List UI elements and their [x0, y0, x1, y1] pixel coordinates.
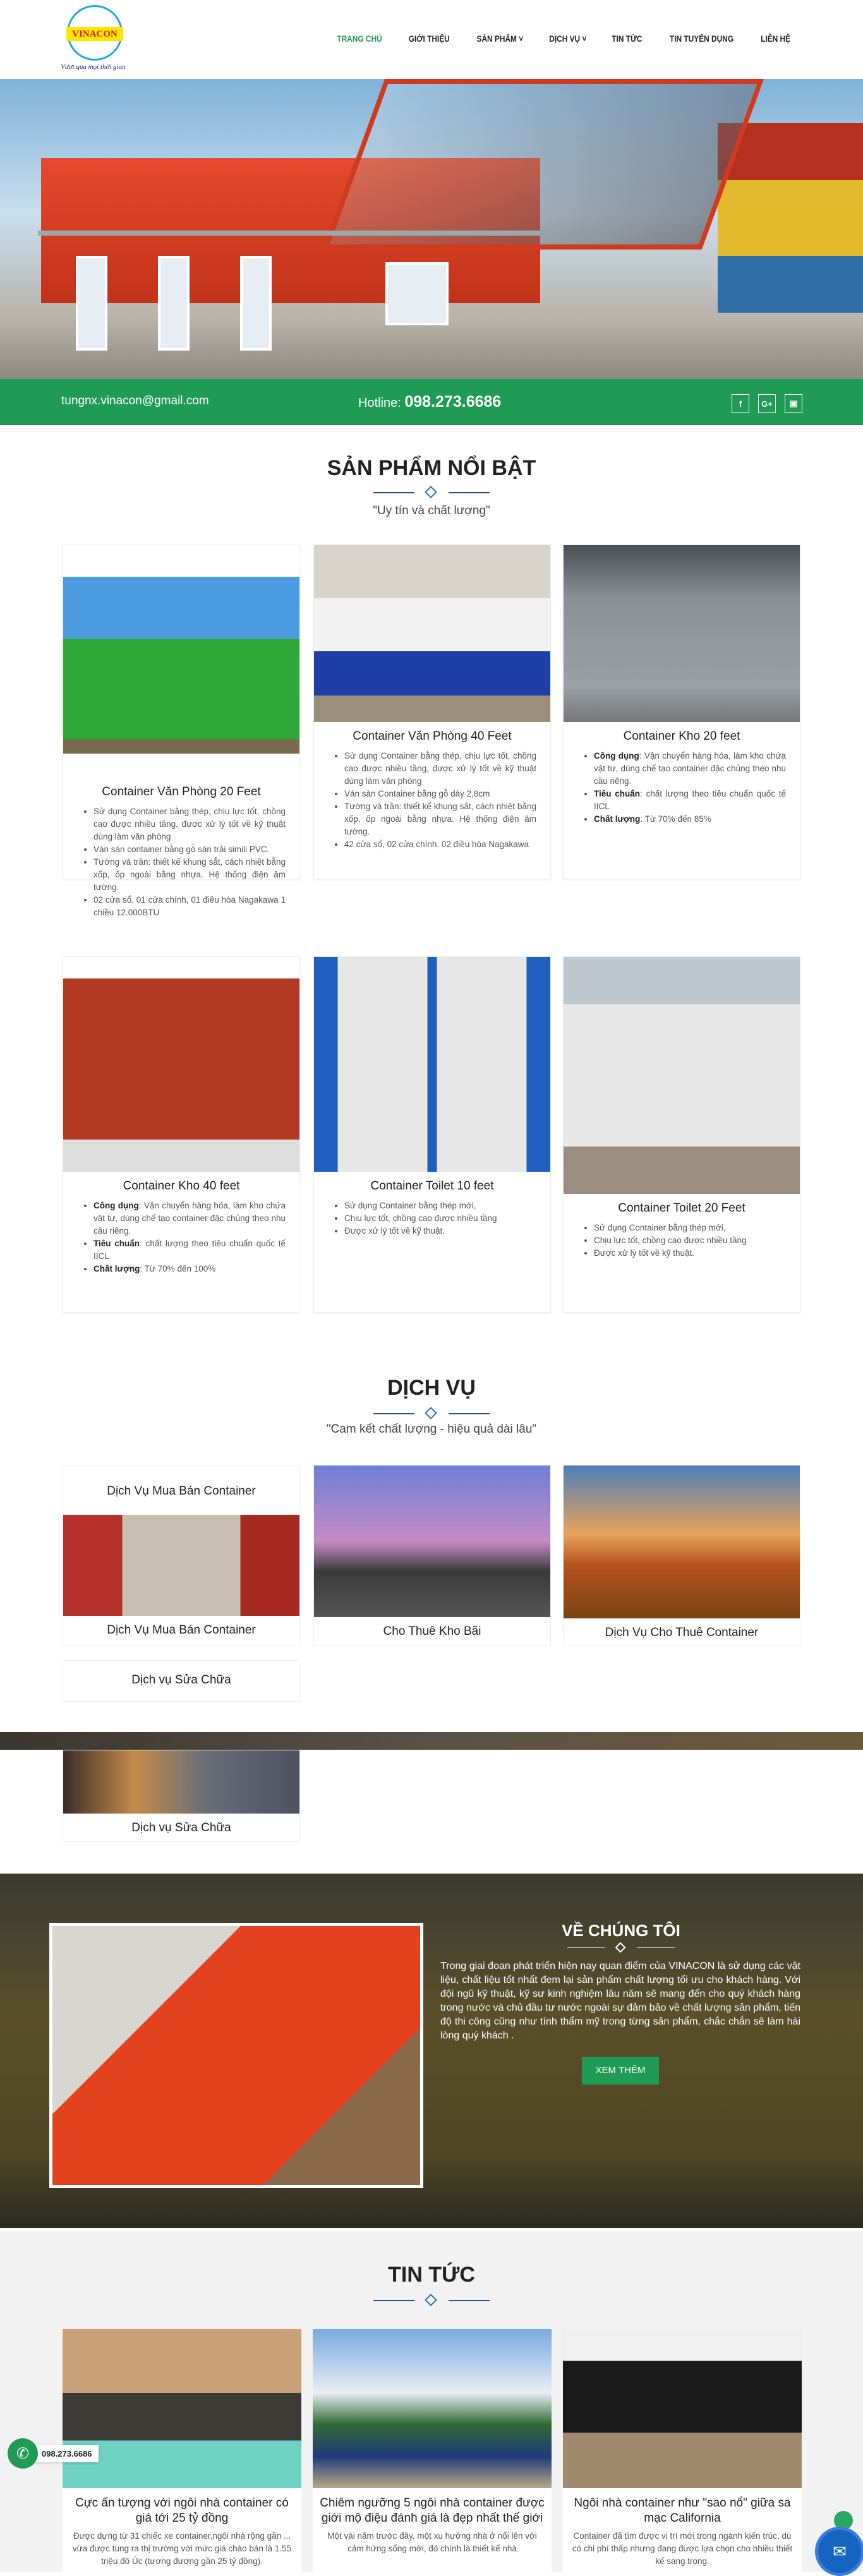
spec-item: • Tường và trần: thiết kế khung sắt, cách nhiệt bằng xốp, ốp ngoài bằng nhựa. Hệ thống điện âm tường. [94, 856, 286, 894]
news-card[interactable] [313, 2329, 552, 2572]
news-title[interactable]: Chiêm ngưỡng 5 ngôi nhà container được giới mộ điệu đánh giá là đẹp nhất thế giới [320, 2496, 545, 2525]
spec-label: Chất lượng [594, 814, 641, 824]
service-card-top-title: Dịch Vụ Mua Bán Container [107, 1484, 256, 1498]
spec-item: • Ván sàn container bằng gỗ sàn trải simili PVC. [94, 843, 286, 856]
nav-about[interactable]: GIỚI THIỆU [408, 33, 450, 44]
news-image [63, 2329, 301, 2488]
spec-value: : Vận chuyển hàng hóa, làm kho chứa vật tư, dùng chế tạo container đặc chủng theo nhu cầu riêng. [94, 1201, 286, 1236]
products-title: SẢN PHẨM NỔI BẬT [327, 456, 536, 480]
news-image [313, 2329, 552, 2488]
product-specs [314, 750, 550, 851]
section-divider [368, 486, 495, 499]
hotline-number: 098.273.6686 [404, 393, 502, 411]
spec-item: • Sử dụng Container bằng thép, chịu lực tốt, chồng cao được nhiều tầng, được xử lý tốt về kỹ thuật dùng làm văn phòng [344, 750, 536, 788]
spec-value: : chất lượng theo tiêu chuẩn quốc tế IICL [94, 1239, 286, 1261]
spec-item: • Sử dụng Container bằng thép, chịu lực tốt, chồng cao được nhiều tầng, được xử lý tốt về kỹ thuật dùng làm văn phòng [94, 805, 286, 843]
hotline[interactable] [358, 393, 501, 411]
product-specs [63, 805, 299, 919]
product-specs [564, 750, 800, 826]
site-header [0, 0, 863, 79]
product-card[interactable] [313, 545, 551, 879]
service-image [63, 1515, 299, 1616]
product-title[interactable]: Container Văn Phòng 20 Feet [102, 785, 261, 798]
hero-banner [0, 79, 863, 379]
phone-icon: ✆ [8, 2438, 38, 2469]
about-text: Trong giai đoạn phát triển hiện nay quan điểm của VINACON là sử dụng các vật liệu, chất liệu tốt nhất đem lại sản phẩm chất lượng tối ưu cho khách hàng. Với đội ngũ kỹ thuật, kỹ sư kinh nghiệm lâu năm sẽ mang đến cho quý khách hàng trong nước và chủ đầu tư nước ngoài sự đảm bảo về chất lượng sản phẩm, tiến độ thi công cũng như tính thẩm mỹ trong từng sản phẩm, chắc chắn sẽ làm hài lòng quý khách . [440, 1961, 800, 2041]
window [385, 262, 449, 325]
about-section [0, 1874, 863, 2228]
service-card[interactable] [313, 1465, 551, 1646]
window [76, 256, 107, 351]
mail-icon: ✉ [833, 2541, 847, 2561]
news-excerpt: Container đã tìm được vị trí mới trong ngành kiến trúc, dù có chi phí thấp nhưng đang được lựa chọn cho nhiều thiết kế sang trọng. [572, 2531, 793, 2566]
spec-label: Tiêu chuẩn [94, 1239, 140, 1248]
product-specs [63, 1200, 299, 1275]
product-image [63, 577, 299, 754]
service-title: Dịch vụ Sửa Chữa [131, 1673, 231, 1687]
service-image [314, 1466, 550, 1617]
spec-item: • Được xử lý tốt về kỹ thuật. [594, 1247, 786, 1260]
news-excerpt: Một vài năm trước đây, một xu hướng nhà ở nổi lên với cảm hứng sống mới, đó chính là thiết kế nhà [327, 2531, 537, 2553]
spec-item: • Chịu lực tốt, chồng cao được nhiều tầng [594, 1234, 786, 1247]
google-plus-icon[interactable]: G+ [758, 394, 776, 413]
spec-item: • Chịu lực tốt, chồng cao được nhiều tầng [344, 1212, 536, 1225]
main-nav [323, 29, 802, 48]
service-card[interactable] [563, 1465, 800, 1646]
spec-item [594, 813, 786, 826]
diamond-icon [425, 486, 437, 498]
container-stack-image [718, 123, 863, 313]
news-title[interactable]: Cực ấn tượng với ngôi nhà container có giá tới 25 tỷ đồng [75, 2496, 289, 2525]
nav-contact[interactable]: LIÊN HỆ [760, 33, 790, 44]
spec-value: : Vận chuyển hàng hóa, làm kho chứa vật tư, dùng chế tạo container đặc chủng theo nhu cầu riêng. [594, 751, 786, 786]
service-title: Cho Thuê Kho Bãi [383, 1625, 481, 1638]
logo[interactable] [61, 5, 140, 75]
spec-item: • 02 cửa sổ, 01 cửa chính, 01 điều hòa Nagakawa 1 chiều 12.000BTU [94, 894, 286, 919]
news-excerpt: Được dựng từ 31 chiếc xe container,ngôi nhà rộng gần ... vừa được tung ra thị trường với mức giá chào bán là 1.55 triệu đô Úc (tương đương gần 25 tỷ đồng). [72, 2531, 292, 2566]
section-divider [368, 1407, 495, 1420]
diamond-icon [425, 1407, 437, 1419]
services-subtitle: "Cam kết chất lượng - hiệu quả dài lâu" [326, 1423, 537, 1436]
contact-bar [0, 379, 863, 425]
spec-item [94, 1237, 286, 1263]
railing [38, 231, 540, 236]
glass-container-image [323, 79, 764, 250]
window [240, 256, 272, 351]
hotline-label: Hotline: [358, 396, 405, 410]
product-title[interactable]: Container Văn Phòng 40 Feet [353, 730, 512, 743]
spec-label: Tiêu chuẩn [594, 789, 641, 798]
news-section [0, 2231, 863, 2572]
spec-item: • Sử dụng Container bằng thép mới, [344, 1200, 536, 1212]
product-title[interactable]: Container Kho 20 feet [623, 730, 740, 743]
product-card[interactable] [63, 956, 300, 1313]
product-title[interactable]: Container Toilet 10 feet [370, 1179, 494, 1193]
news-title: TIN TỨC [388, 2263, 475, 2287]
spec-value: : Từ 70% đến 85% [640, 814, 711, 824]
floating-phone[interactable] [8, 2438, 99, 2469]
spec-item [594, 750, 786, 788]
section-divider [564, 1942, 678, 1954]
products-subtitle: "Uy tín và chất lượng" [373, 504, 490, 517]
product-image [564, 957, 800, 1194]
service-card[interactable] [63, 1465, 300, 1646]
product-card[interactable] [563, 956, 800, 1313]
news-image [563, 2329, 802, 2488]
spec-label: Công dụng [94, 1201, 139, 1210]
spec-label: Công dụng [594, 751, 639, 761]
mail-button[interactable] [815, 2527, 863, 2576]
spec-item [94, 1263, 286, 1275]
product-card[interactable] [63, 545, 300, 917]
service-image [63, 1750, 299, 1814]
service-card[interactable] [63, 1660, 300, 1702]
nav-services[interactable]: DỊCH VỤ ˅ [549, 33, 587, 44]
facebook-icon[interactable]: f [732, 394, 749, 413]
service-title: Dịch Vụ Mua Bán Container [107, 1623, 256, 1637]
spec-item: • Ván sàn Container bằng gỗ dày 2,8cm [344, 788, 536, 800]
product-image [564, 545, 800, 722]
floating-phone-number: 098.273.6686 [33, 2445, 99, 2462]
spec-value: : Từ 70% đến 100% [140, 1264, 216, 1273]
spec-item: • Sử dụng Container bằng thép mới, [594, 1222, 786, 1234]
section-divider [368, 2294, 495, 2307]
spec-item: • 42 cửa sổ, 02 cửa chính. 02 điều hòa Nagakawa [344, 838, 536, 851]
globe-icon [67, 5, 123, 61]
nav-careers[interactable]: TIN TUYỂN DỤNG [669, 33, 733, 44]
news-card[interactable] [563, 2329, 802, 2572]
contact-email[interactable]: tungnx.vinacon@gmail.com [61, 394, 209, 407]
logo-slogan: Vượt qua mọi thời gian [61, 63, 126, 71]
nav-news[interactable]: TIN TỨC [612, 33, 643, 44]
about-photo [49, 1923, 423, 2188]
diamond-icon [615, 1942, 626, 1953]
spec-item [594, 788, 786, 813]
diamond-icon [425, 2294, 437, 2306]
product-image [314, 957, 550, 1172]
product-title[interactable]: Container Toilet 20 Feet [618, 1201, 745, 1215]
services-title: DỊCH VỤ [387, 1376, 476, 1400]
about-title: VỀ CHÚNG TÔI [562, 1921, 680, 1940]
product-specs [564, 1222, 800, 1260]
service-title: Dịch Vụ Cho Thuê Container [605, 1626, 759, 1639]
nav-products[interactable]: SẢN PHẨM ˅ [476, 33, 523, 44]
news-title[interactable]: Ngôi nhà container như "sao nổ" giữa sa mạc California [574, 2496, 791, 2525]
nav-home[interactable]: TRANG CHỦ [337, 33, 382, 44]
youtube-icon[interactable]: ▣ [785, 394, 802, 413]
logo-text: VINACON [66, 27, 123, 41]
spec-value: : chất lượng theo tiêu chuẩn quốc tế IICL [594, 789, 786, 811]
service-title: Dịch vụ Sửa Chữa [131, 1821, 231, 1834]
read-more-button[interactable]: XEM THÊM [582, 2057, 659, 2085]
social-links [732, 394, 802, 413]
window [158, 256, 190, 351]
service-image [564, 1466, 800, 1618]
product-image [63, 957, 299, 1172]
service-card[interactable] [63, 1750, 300, 1842]
product-card[interactable] [563, 545, 800, 879]
spec-item: • Tường và trần: thiết kế khung sắt, cách nhiệt bằng xốp, ốp ngoài bằng nhựa. Hệ thống điện âm tường. [344, 800, 536, 838]
product-image [314, 545, 550, 722]
product-title[interactable]: Container Kho 40 feet [123, 1179, 240, 1193]
spec-item: • Được xử lý tốt về kỹ thuật. [344, 1225, 536, 1237]
background-strip [0, 1732, 863, 1750]
news-card[interactable] [63, 2329, 301, 2572]
product-specs [314, 1200, 550, 1237]
spec-item [94, 1200, 286, 1237]
product-card[interactable] [313, 956, 551, 1313]
spec-label: Chất lượng [94, 1264, 140, 1273]
